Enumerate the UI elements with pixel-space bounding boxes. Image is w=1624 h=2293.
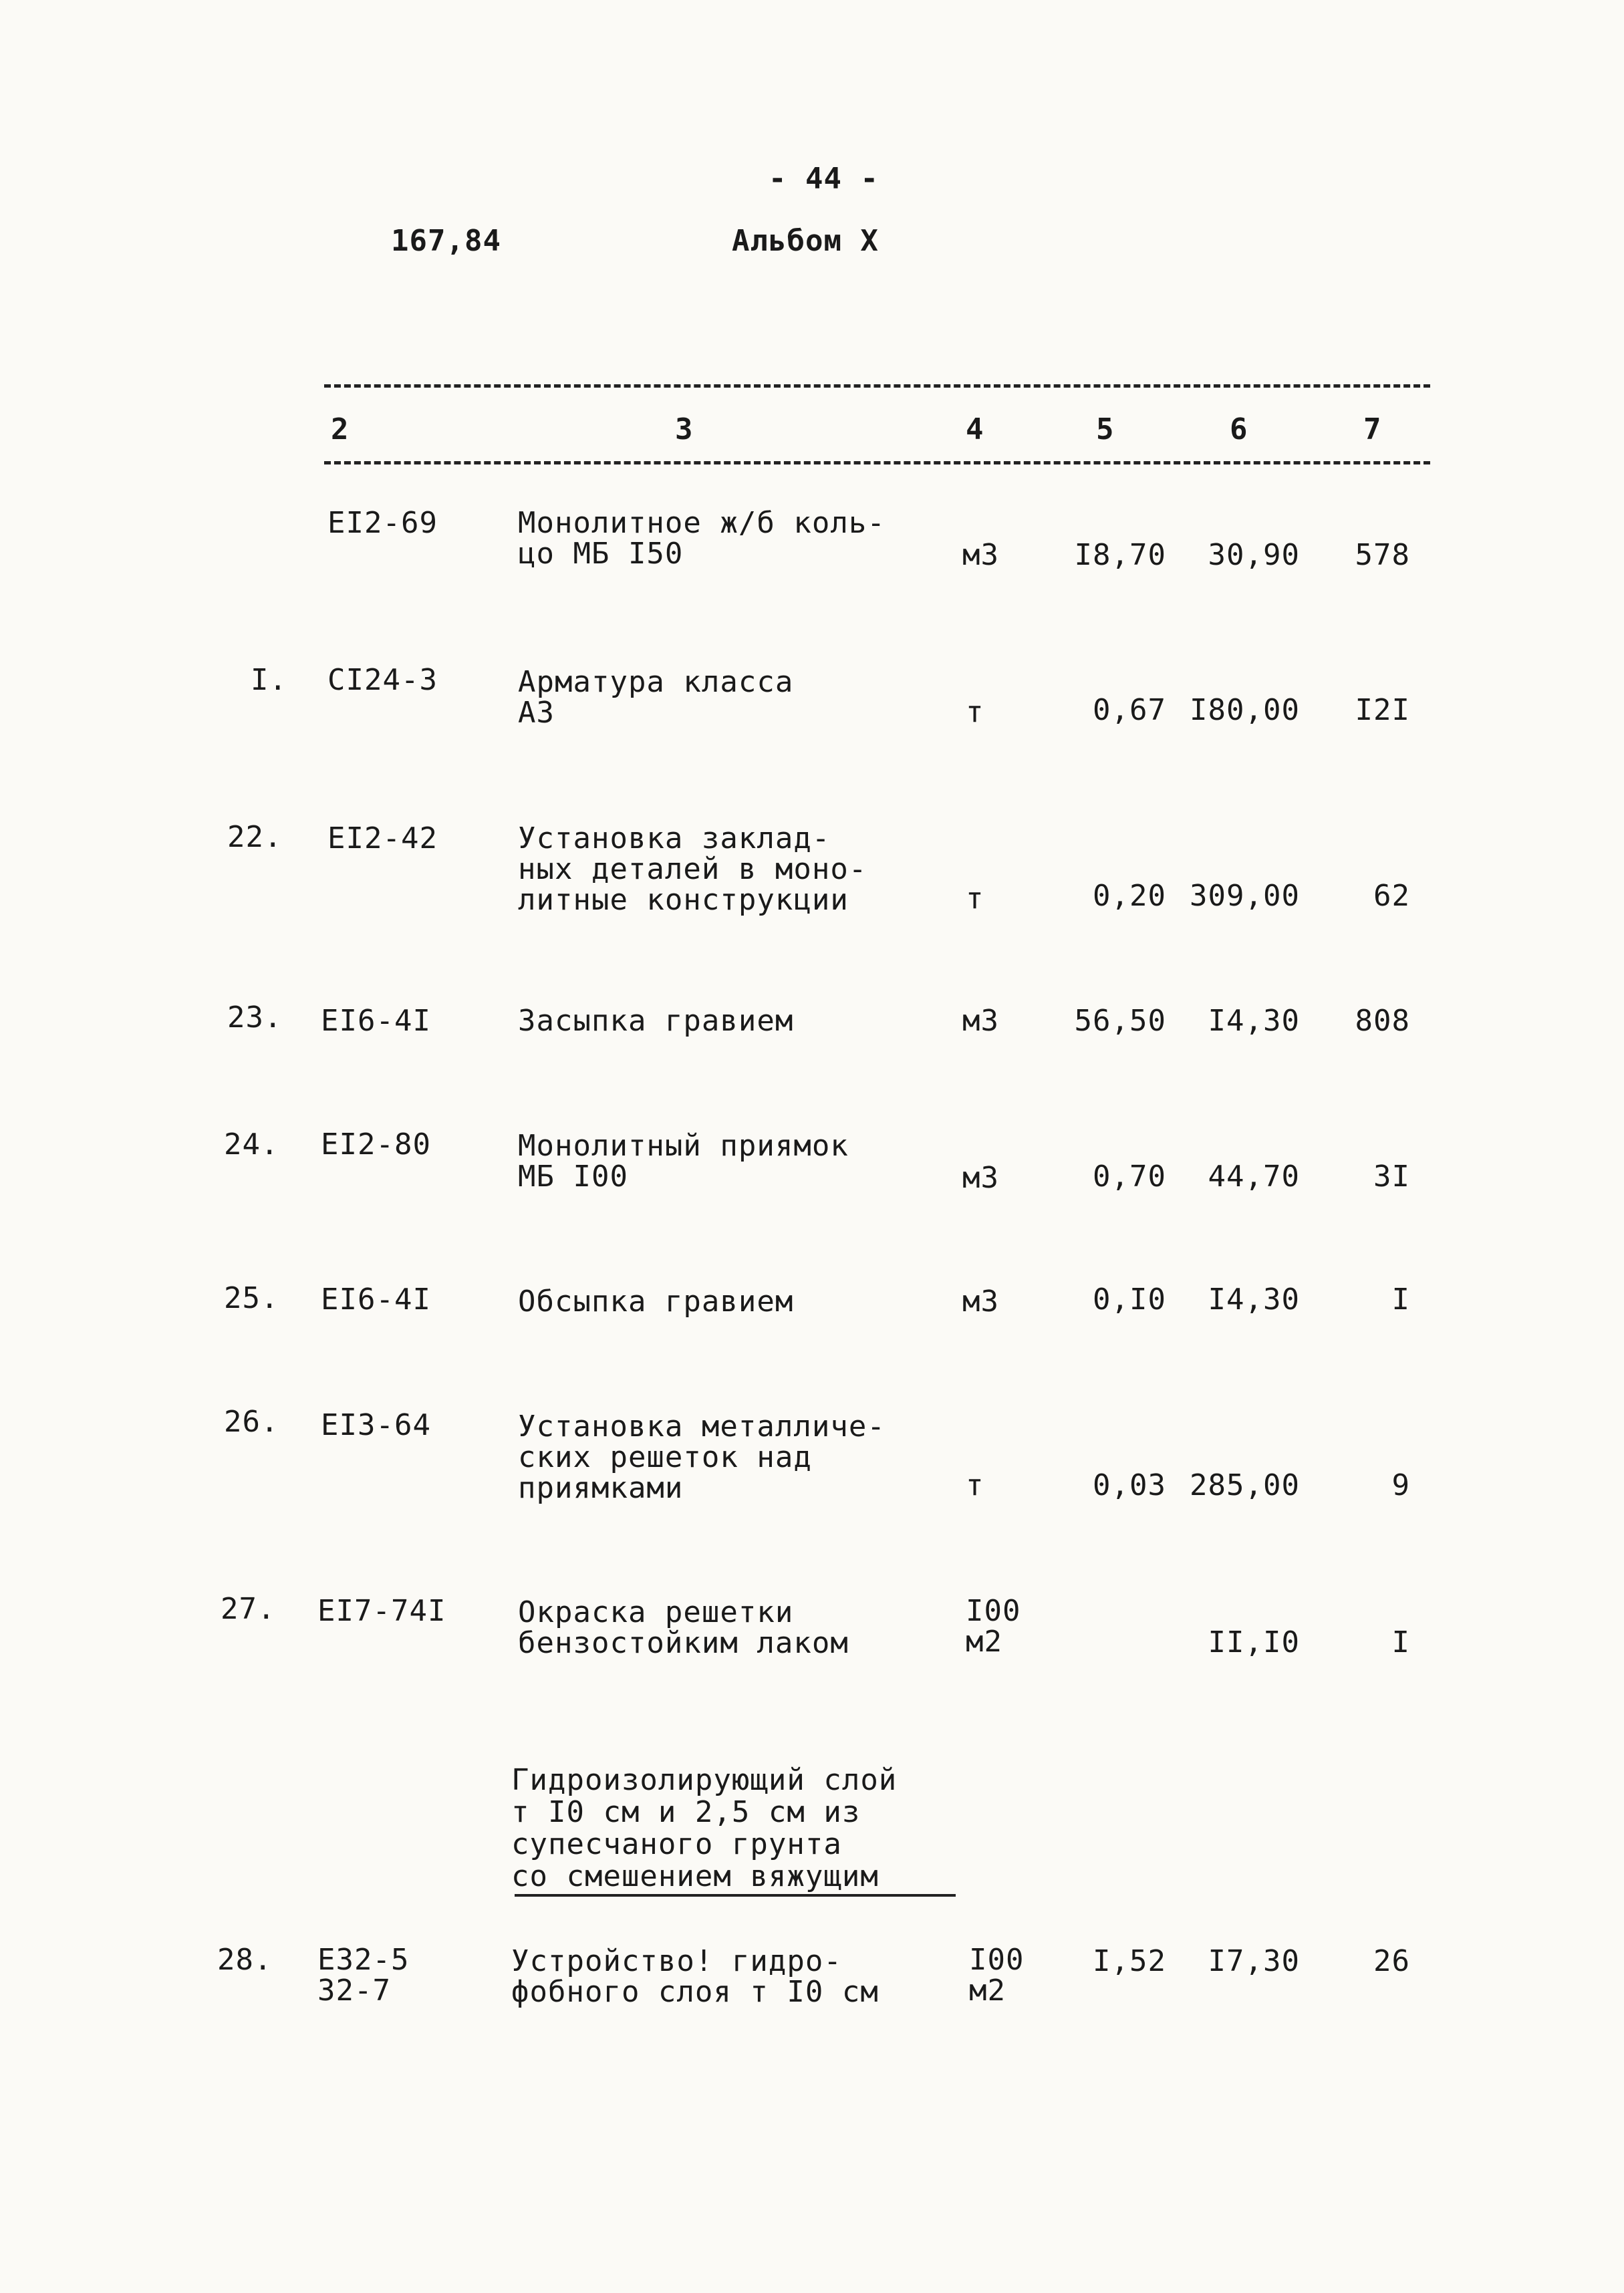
row-unit: м3 — [962, 1161, 999, 1195]
row-number: 26. — [224, 1405, 279, 1439]
section-heading: Гидроизолирующий слой т I0 см и 2,5 см из супесчаного грунта со смешением вяжущим — [511, 1763, 898, 1893]
row-quantity: 0,03 — [1093, 1468, 1166, 1502]
col-header-7: 7 — [1363, 412, 1382, 446]
document-code: 167,84 — [391, 224, 501, 258]
row-total: 9 — [1391, 1468, 1410, 1502]
row-code: EI3-64 — [321, 1408, 431, 1442]
col-header-2: 2 — [331, 412, 350, 446]
row-quantity: I,52 — [1093, 1944, 1166, 1978]
row-code: EI6-4I — [321, 1283, 431, 1317]
row-description: Обсыпка гравием — [518, 1285, 794, 1319]
row-code: EI6-4I — [321, 1004, 431, 1038]
col-header-3: 3 — [675, 412, 694, 446]
row-quantity: 0,67 — [1093, 693, 1166, 727]
row-total: 62 — [1373, 879, 1410, 913]
row-number: 28. — [217, 1943, 273, 1977]
row-quantity: I8,70 — [1074, 538, 1166, 572]
row-code: EI2-42 — [327, 821, 438, 855]
row-code: EI2-80 — [321, 1127, 431, 1162]
row-number: I. — [251, 663, 287, 697]
row-number: 22. — [227, 820, 283, 854]
row-description: Арматура класса A3 — [518, 665, 794, 730]
row-total: 578 — [1355, 538, 1410, 572]
row-number: 24. — [224, 1127, 279, 1162]
col-header-6: 6 — [1230, 412, 1248, 446]
row-number: 25. — [224, 1281, 279, 1315]
col-header-4: 4 — [966, 412, 984, 446]
row-unit-price: II,I0 — [1208, 1625, 1300, 1659]
row-description: Установка металличе- ских решеток над приямками — [518, 1409, 886, 1505]
row-total: 3I — [1373, 1160, 1410, 1194]
page-number: - 44 - — [769, 162, 879, 196]
row-quantity: 0,70 — [1093, 1160, 1166, 1194]
row-quantity: 0,20 — [1093, 879, 1166, 913]
row-unit: т — [966, 882, 984, 916]
row-code: EI7-74I — [317, 1594, 446, 1628]
row-unit-price: 30,90 — [1208, 538, 1300, 572]
row-description: Окраска решетки бензостойким лаком — [518, 1595, 849, 1660]
row-quantity: 56,50 — [1074, 1004, 1166, 1038]
section-heading-underline — [515, 1894, 956, 1897]
row-description: Монолитное ж/б коль- цо МБ I50 — [518, 506, 886, 571]
row-unit: м3 — [962, 1004, 999, 1038]
row-code: EI2-69 — [327, 506, 438, 540]
row-unit: т — [966, 695, 984, 729]
row-unit-price: I80,00 — [1190, 693, 1300, 727]
row-unit: м3 — [962, 538, 999, 572]
row-unit: I00 м2 — [966, 1594, 1021, 1659]
row-unit-price: I7,30 — [1208, 1944, 1300, 1978]
row-number: 23. — [227, 1000, 283, 1035]
row-code: E32-5 32-7 — [317, 1943, 410, 2008]
row-description: Засыпка гравием — [518, 1004, 794, 1038]
row-total: I2I — [1355, 693, 1410, 727]
row-unit-price: 309,00 — [1190, 879, 1300, 913]
row-total: I — [1391, 1283, 1410, 1317]
row-total: 808 — [1355, 1004, 1410, 1038]
row-unit-price: 44,70 — [1208, 1160, 1300, 1194]
row-description: Устройство! гидро- фобного слоя т I0 см — [511, 1944, 879, 2009]
row-total: 26 — [1373, 1944, 1410, 1978]
row-unit-price: I4,30 — [1208, 1004, 1300, 1038]
album-title: Альбом X — [732, 224, 879, 258]
col-header-5: 5 — [1096, 412, 1115, 446]
row-code: CI24-3 — [327, 663, 438, 697]
row-unit-price: 285,00 — [1190, 1468, 1300, 1502]
row-number: 27. — [221, 1592, 276, 1626]
table-header-rule — [324, 461, 1430, 464]
row-description: Монолитный приямок МБ I00 — [518, 1129, 849, 1194]
row-unit: I00 м2 — [969, 1943, 1025, 2008]
table-top-rule — [324, 384, 1430, 388]
row-unit: м3 — [962, 1285, 999, 1319]
row-unit-price: I4,30 — [1208, 1283, 1300, 1317]
row-quantity: 0,I0 — [1093, 1283, 1166, 1317]
row-unit: т — [966, 1468, 984, 1502]
row-total: I — [1391, 1625, 1410, 1659]
row-description: Установка заклад- ных деталей в моно- литные конструкции — [518, 821, 867, 917]
